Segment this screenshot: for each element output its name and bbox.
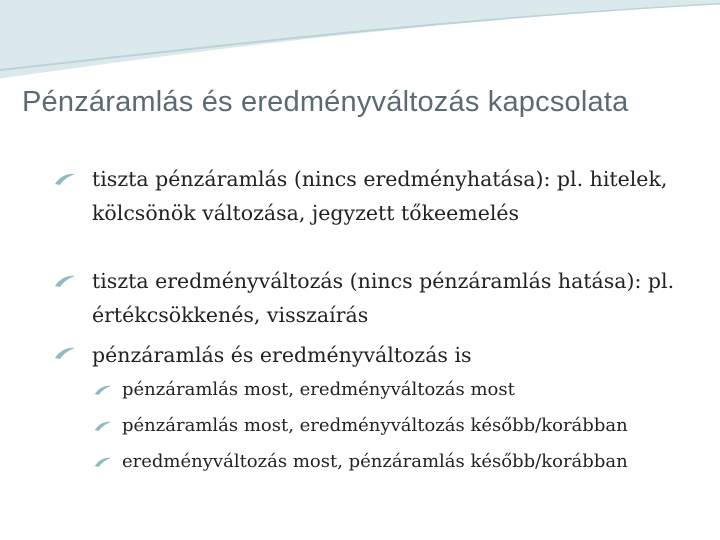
- subbullet-item: pénzáramlás most, eredményváltozás később/korábban: [122, 415, 628, 436]
- bullet-item: tiszta pénzáramlás (nincs eredményhatása): pl. hitelek, kölcsönök változása, jegyzett tőkeemelés: [92, 167, 668, 225]
- swoosh-bullet-icon: [94, 384, 112, 396]
- subbullet-item: pénzáramlás most, eredményváltozás most: [122, 379, 515, 400]
- decorative-top-band: [0, 0, 720, 90]
- bullet-item: pénzáramlás és eredményváltozás is: [92, 343, 472, 367]
- swoosh-bullet-icon: [54, 172, 76, 186]
- subbullet-item: eredményváltozás most, pénzáramlás később/korábban: [122, 451, 628, 472]
- bullet-item: tiszta eredményváltozás (nincs pénzáramlás hatása): pl. értékcsökkenés, visszaírás: [92, 269, 675, 327]
- swoosh-bullet-icon: [94, 420, 112, 432]
- slide-title: Pénzáramlás és eredményváltozás kapcsolata: [22, 86, 629, 118]
- swoosh-bullet-icon: [54, 346, 76, 360]
- swoosh-bullet-icon: [94, 456, 112, 468]
- swoosh-bullet-icon: [54, 274, 76, 288]
